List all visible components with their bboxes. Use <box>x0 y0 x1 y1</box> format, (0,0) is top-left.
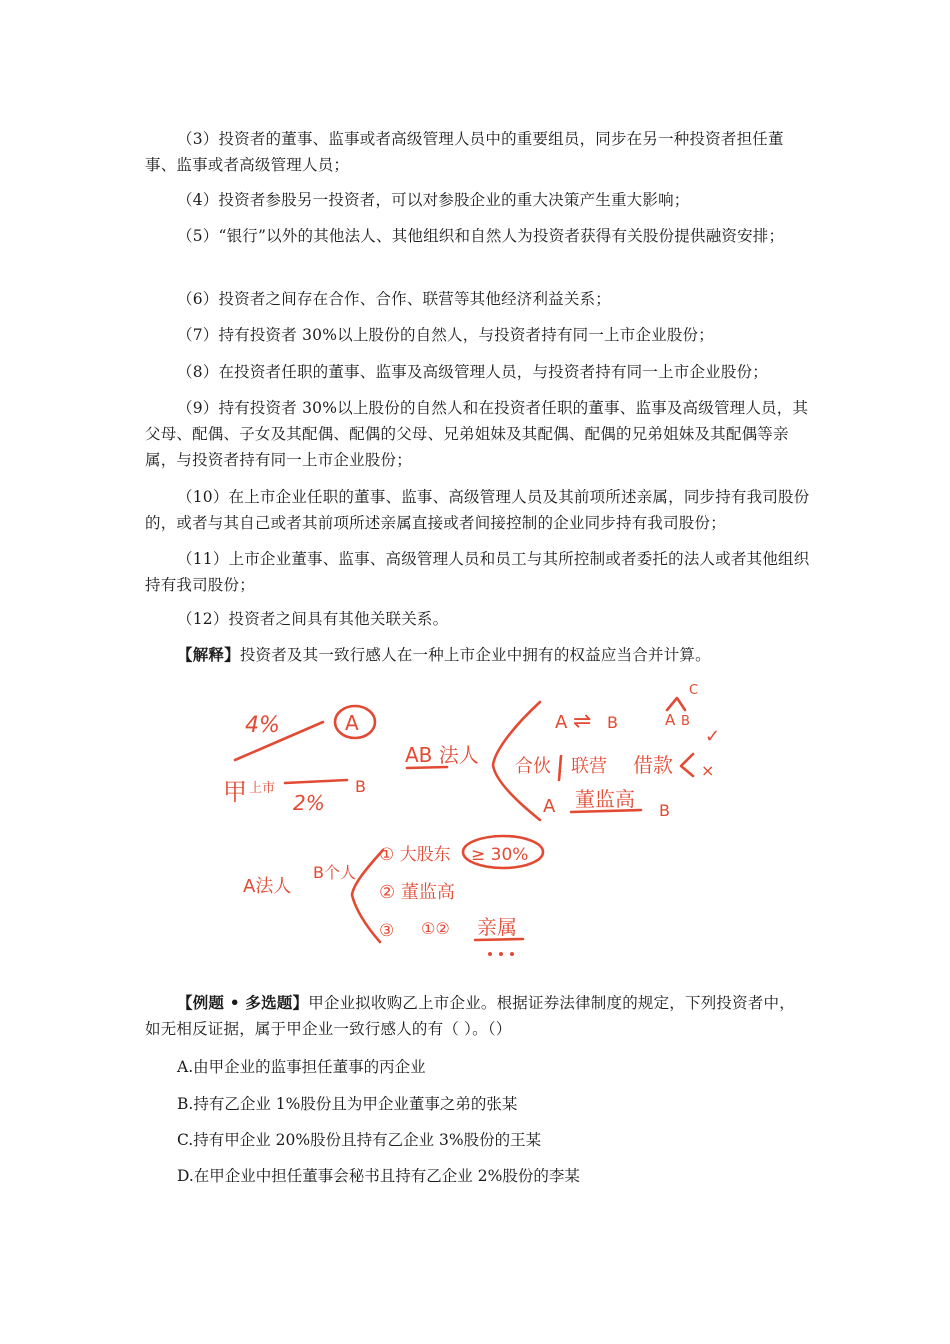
sketch-b-mid: B <box>659 801 670 820</box>
sketch-abc-c: C <box>689 683 699 698</box>
sketch-b-geren: B个人 <box>313 863 356 882</box>
sketch-less-than <box>681 754 693 776</box>
example-label: 【例题 • 多选题】 <box>177 993 309 1012</box>
paragraph-5: （5）“银行”以外的其他法人、其他组织和自然人为投资者获得有关股份提供融资安排； <box>177 227 785 245</box>
sketch-item1: ① 大股东 <box>379 845 451 865</box>
sketch-check: ✓ <box>705 726 721 747</box>
paragraph-7: （7）持有投资者 30%以上股份的自然人，与投资者持有同一上市企业股份； <box>177 326 714 344</box>
sketch-underline-ab <box>407 767 447 768</box>
example-text: 甲企业拟收购乙上市企业。根据证券法律制度的规定，下列投资者中，如无相反证据，属于甲企业一致行感人的有（ ）。（） <box>145 994 795 1038</box>
sketch-b-top: B <box>607 713 618 732</box>
sketch-ab-faren: AB 法人 <box>405 743 479 767</box>
sketch-lianying: 联营 <box>571 756 607 777</box>
sketch-a-faren: A法人 <box>243 876 292 897</box>
sketch-caret <box>667 698 685 710</box>
example-question <box>145 990 810 1042</box>
paragraph-4: （4）投资者参股另一投资者，可以对参股企业的重大决策产生重大影响； <box>177 191 690 209</box>
sketch-arrows: ⇌ <box>573 709 592 734</box>
sketch-pct30: ≥ 30% <box>471 845 529 865</box>
sketch-circled-a: A <box>345 711 359 735</box>
sketch-hezuo: 合伙 <box>515 756 551 777</box>
sketch-a-top: A <box>555 712 568 733</box>
sketch-abc-b: B <box>681 714 690 729</box>
paragraph-6: （6）投资者之间存在合作、合作、联营等其他经济利益关系； <box>177 290 611 308</box>
explanation-text: 投资者及其一致行感人在一种上市企业中拥有的权益应当合并计算。 <box>239 646 711 664</box>
sketch-item2: ② 董监高 <box>379 882 455 903</box>
explanation <box>145 642 810 668</box>
sketch-dongjiangao: 董监高 <box>575 787 635 811</box>
paragraph-12: （12）投资者之间具有其他关联关系。 <box>177 610 449 628</box>
paragraph-10: （10）在上市企业任职的董事、监事、高级管理人员及其前项所述亲属，同步持有我司股份的，或者与其自己或者其前项所述亲属直接或者间接控制的企业同步持有我司股份； <box>145 488 810 532</box>
handwritten-sketch <box>215 670 735 970</box>
sketch-abc-a: A <box>665 711 676 729</box>
sketch-underline-qinshu <box>475 939 523 940</box>
option-b: B.持有乙企业 1%股份且为甲企业董事之弟的张某 <box>177 1095 518 1113</box>
option-d: D.在甲企业中担任董事会秘书且持有乙企业 2%股份的李某 <box>177 1167 580 1185</box>
sketch-dot-3 <box>510 952 514 956</box>
paragraph-11: （11）上市企业董事、监事、高级管理人员和员工与其所控制或者委托的法人或者其他组织持有我司股份； <box>145 550 810 594</box>
sketch-line-2pct <box>285 780 347 783</box>
explanation-label: 【解释】 <box>177 645 240 664</box>
sketch-dot-1 <box>488 952 492 956</box>
sketch-pct4: 4% <box>245 713 280 738</box>
sketch-b1: B <box>355 777 366 796</box>
sketch-pct2: 2% <box>293 791 325 815</box>
sketch-qinshu: 亲属 <box>477 915 517 939</box>
sketch-jiekuan: 借款 <box>633 753 673 777</box>
sketch-a-mid: A <box>543 796 556 817</box>
sketch-jia: 甲 <box>223 778 247 806</box>
sketch-shangshi: 上市 <box>249 781 276 796</box>
sketch-item3: ③ <box>379 921 395 941</box>
sketch-divider <box>559 756 561 780</box>
option-a: A.由甲企业的监事担任董事的丙企业 <box>177 1058 426 1076</box>
sketch-dot-2 <box>499 952 503 956</box>
paragraph-8: （8）在投资者任职的董事、监事及高级管理人员，与投资者持有同一上市企业股份； <box>177 363 768 381</box>
option-c: C.持有甲企业 20%股份且持有乙企业 3%股份的王某 <box>177 1131 542 1149</box>
sketch-item3b: ①② <box>421 919 450 938</box>
paragraph-9: （9）持有投资者 30%以上股份的自然人和在投资者任职的董事、监事及高级管理人员，其父母、配偶、子女及其配偶、配偶的父母、兄弟姐妹及其配偶、配偶的兄弟姐妹及其配偶等亲属，与投资者持有同一上市企业股份； <box>145 399 809 469</box>
paragraph-3: （3）投资者的董事、监事或者高级管理人员中的重要组员，同步在另一种投资者担任董事、监事或者高级管理人员； <box>145 130 784 174</box>
sketch-cross: × <box>701 761 715 780</box>
